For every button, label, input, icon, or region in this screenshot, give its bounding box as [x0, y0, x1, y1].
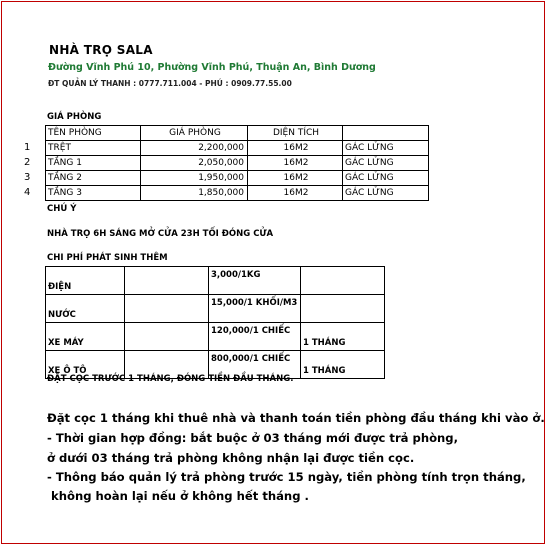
room-price: 2,200,000	[141, 141, 248, 156]
room-note: GÁC LỬNG	[343, 186, 429, 201]
room-name: TẦNG 2	[46, 171, 141, 186]
row-numbers	[24, 140, 30, 200]
cost-item: NƯỚC	[46, 295, 125, 323]
room-area: 16M2	[248, 171, 343, 186]
room-price: 1,850,000	[141, 186, 248, 201]
row-number: 1	[24, 142, 31, 153]
phone-line: ĐT QUẢN LÝ THANH : 0777.711.004 - PHÚ : 0909.77.55.00	[48, 79, 292, 88]
column-header	[343, 126, 429, 141]
terms-line: Đặt cọc 1 tháng khi thuê nhà và thanh toán tiền phòng đầu tháng khi vào ở.	[47, 411, 545, 425]
cost-price: 3,000/1KG	[209, 267, 301, 295]
table-row	[46, 156, 429, 171]
cost-period	[301, 295, 385, 323]
table-row	[46, 186, 429, 201]
room-area: 16M2	[248, 141, 343, 156]
room-note: GÁC LỬNG	[343, 141, 429, 156]
terms-line: không hoàn lại nếu ở không hết tháng .	[47, 489, 309, 503]
room-note: GÁC LỬNG	[343, 171, 429, 186]
cost-price: 15,000/1 KHỐI/M3	[209, 295, 301, 323]
cost-period: 1 THÁNG	[301, 351, 385, 379]
room-name: TẦNG 3	[46, 186, 141, 201]
extra-costs-table	[45, 266, 385, 379]
terms-line: - Thời gian hợp đồng: bắt buộc ở 03 tháng mới được trả phòng,	[47, 431, 459, 445]
cost-period: 1 THÁNG	[301, 323, 385, 351]
room-price: 1,950,000	[141, 171, 248, 186]
address-line: Đường Vĩnh Phú 10, Phường Vĩnh Phú, Thuận An, Bình Dương	[48, 62, 376, 73]
table-row	[46, 323, 385, 351]
row-number: 2	[24, 157, 31, 168]
cost-item: XE MÁY	[46, 323, 125, 351]
cost-price: 120,000/1 CHIẾC	[209, 323, 301, 351]
row-number: 3	[24, 172, 31, 183]
cost-blank	[125, 295, 209, 323]
price-table	[45, 125, 429, 201]
cost-blank	[125, 323, 209, 351]
cost-item: XE Ô TÔ	[46, 351, 125, 379]
room-price: 2,050,000	[141, 156, 248, 171]
room-area: 16M2	[248, 186, 343, 201]
room-name: TRỆT	[46, 141, 141, 156]
table-header-row	[46, 126, 429, 141]
hours-notice: NHÀ TRỌ 6H SÁNG MỞ CỬA 23H TỐI ĐÓNG CỬA	[47, 229, 274, 239]
table-row	[46, 141, 429, 156]
page-title: NHÀ TRỌ SALA	[49, 43, 153, 57]
table-row	[46, 267, 385, 295]
column-header: TÊN PHÒNG	[46, 126, 141, 141]
terms-line: - Thông báo quản lý trả phòng trước 15 ngày, tiền phòng tính trọn tháng,	[47, 470, 526, 484]
room-name: TẦNG 1	[46, 156, 141, 171]
terms-line: ở dưới 03 tháng trả phòng không nhận lại được tiền cọc.	[47, 451, 415, 465]
table-row	[46, 171, 429, 186]
cost-price: 800,000/1 CHIẾC	[209, 351, 301, 379]
column-header: GIÁ PHÒNG	[141, 126, 248, 141]
table-row	[46, 295, 385, 323]
cost-item: ĐIỆN	[46, 267, 125, 295]
deposit-notice: ĐẶT CỌC TRƯỚC 1 THÁNG, ĐÓNG TIỀN ĐẦU THÁNG.	[47, 374, 294, 384]
column-header: DIỆN TÍCH	[248, 126, 343, 141]
room-note: GÁC LỬNG	[343, 156, 429, 171]
extra-costs-heading: CHI PHÍ PHÁT SINH THÊM	[47, 253, 168, 263]
row-number: 4	[24, 187, 31, 198]
cost-blank	[125, 267, 209, 295]
notice-heading: CHÚ Ý	[47, 204, 77, 214]
price-heading: GIÁ PHÒNG	[47, 112, 102, 122]
cost-period	[301, 267, 385, 295]
room-area: 16M2	[248, 156, 343, 171]
